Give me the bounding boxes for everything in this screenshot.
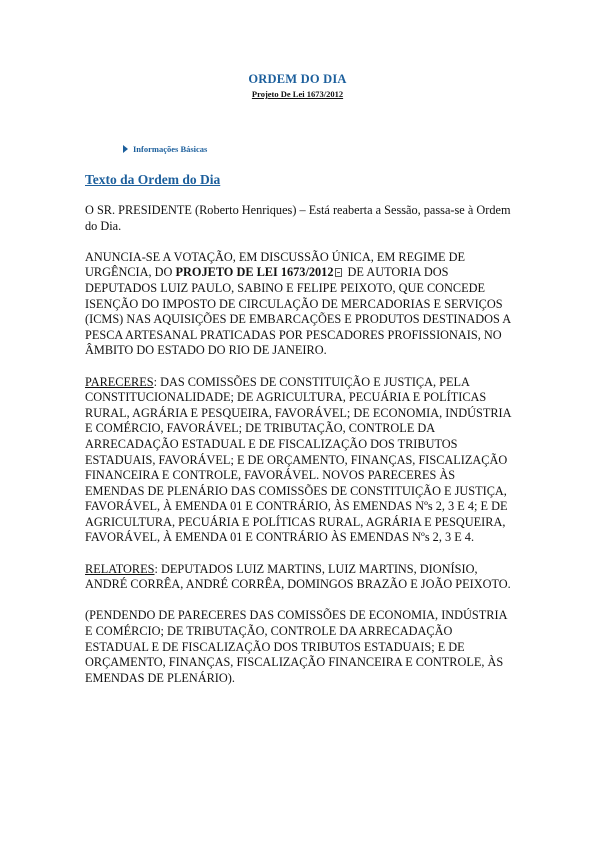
pareceres-label: PARECERES	[85, 374, 154, 389]
bill-number-subtitle: Projeto De Lei 1673/2012	[251, 89, 344, 99]
document-body	[85, 203, 517, 702]
paragraph-relatores	[85, 562, 517, 593]
paragraph-announcement	[85, 250, 517, 359]
paragraph-pareceres	[85, 375, 517, 547]
basic-info-label: Informações Básicas	[133, 144, 208, 154]
document-icon[interactable]	[335, 268, 342, 277]
section-title: Texto da Ordem do Dia	[85, 172, 221, 187]
paragraph-pending: (PENDENDO DE PARECERES DAS COMISSÕES DE ECONOMIA, INDÚSTRIA E COMÉRCIO; DE TRIBUTAÇÃO, CONTROLE DA ARRECADAÇÃO ESTADUAL E DE FISCALIZAÇÃO DOS TRIBUTOS ESTADUAIS; E DE ORÇAMENTO, FINANÇAS, FISCALIZAÇÃO FINANCEIRA E CONTROLE, ÀS EMENDAS DE PLENÁRIO).	[85, 608, 507, 685]
triangle-right-icon	[123, 145, 128, 153]
basic-info-link[interactable]	[123, 144, 207, 154]
page-title: ORDEM DO DIA	[248, 72, 347, 86]
announcement-text-after: DE AUTORIA DOS DEPUTADOS LUIZ PAULO, SABINO E FELIPE PEIXOTO, QUE CONCEDE ISENÇÃO DO IMPOSTO DE CIRCULAÇÃO DE MERCADORIAS E SERVIÇOS (ICMS) NAS AQUISIÇÕES DE EMBARCAÇÕES E PRODUTOS DESTINADOS A PESCA ARTESANAL PRATICADAS POR PESCADORES PROFISSIONAIS, NO ÂMBITO DO ESTADO DO RIO DE JANEIRO.	[85, 265, 511, 358]
relatores-label: RELATORES	[85, 561, 155, 576]
announcement-text-before: ANUNCIA-SE A VOTAÇÃO, EM DISCUSSÃO ÚNICA, EM REGIME DE URGÊNCIA, DO	[85, 249, 466, 280]
relatores-text: : DEPUTADOS LUIZ MARTINS, LUIZ MARTINS, DIONÍSIO, ANDRÉ CORRÊA, ANDRÉ CORRÊA, DOMINGOS BRAZÃO E JOÃO PEIXOTO.	[85, 561, 511, 592]
bill-reference: PROJETO DE LEI 1673/2012	[175, 265, 334, 280]
paragraph-opening: O SR. PRESIDENTE (Roberto Henriques) – Está reaberta a Sessão, passa-se à Ordem do Dia.	[85, 203, 511, 233]
header	[0, 72, 595, 99]
pareceres-text: : DAS COMISSÕES DE CONSTITUIÇÃO E JUSTIÇA, PELA CONSTITUCIONALIDADE; DE AGRICULTURA, PECUÁRIA E POLÍTICAS RURAL, AGRÁRIA E PESQUEIRA, FAVORÁVEL; DE ECONOMIA, INDÚSTRIA E COMÉRCIO, FAVORÁVEL; DE TRIBUTAÇÃO, CONTROLE DA ARRECADAÇÃO ESTADUAL E DE FISCALIZAÇÃO DOS TRIBUTOS ESTADUAIS, FAVORÁVEL; E DE ORÇAMENTO, FINANÇAS, FISCALIZAÇÃO FINANCEIRA E CONTROLE, FAVORÁVEL. NOVOS PARECERES ÀS EMENDAS DE PLENÁRIO DAS COMISSÕES DE CONSTITUIÇÃO E JUSTIÇA, FAVORÁVEL, À EMENDA 01 E CONTRÁRIO, ÀS EMENDAS Nºs 2, 3 E 4; E DE AGRICULTURA, PECUÁRIA E POLÍTICAS RURAL, AGRÁRIA E PESQUEIRA, FAVORÁVEL, À EMENDA 01 E CONTRÁRIO ÀS EMENDAS Nºs 2, 3 E 4.	[85, 374, 511, 545]
